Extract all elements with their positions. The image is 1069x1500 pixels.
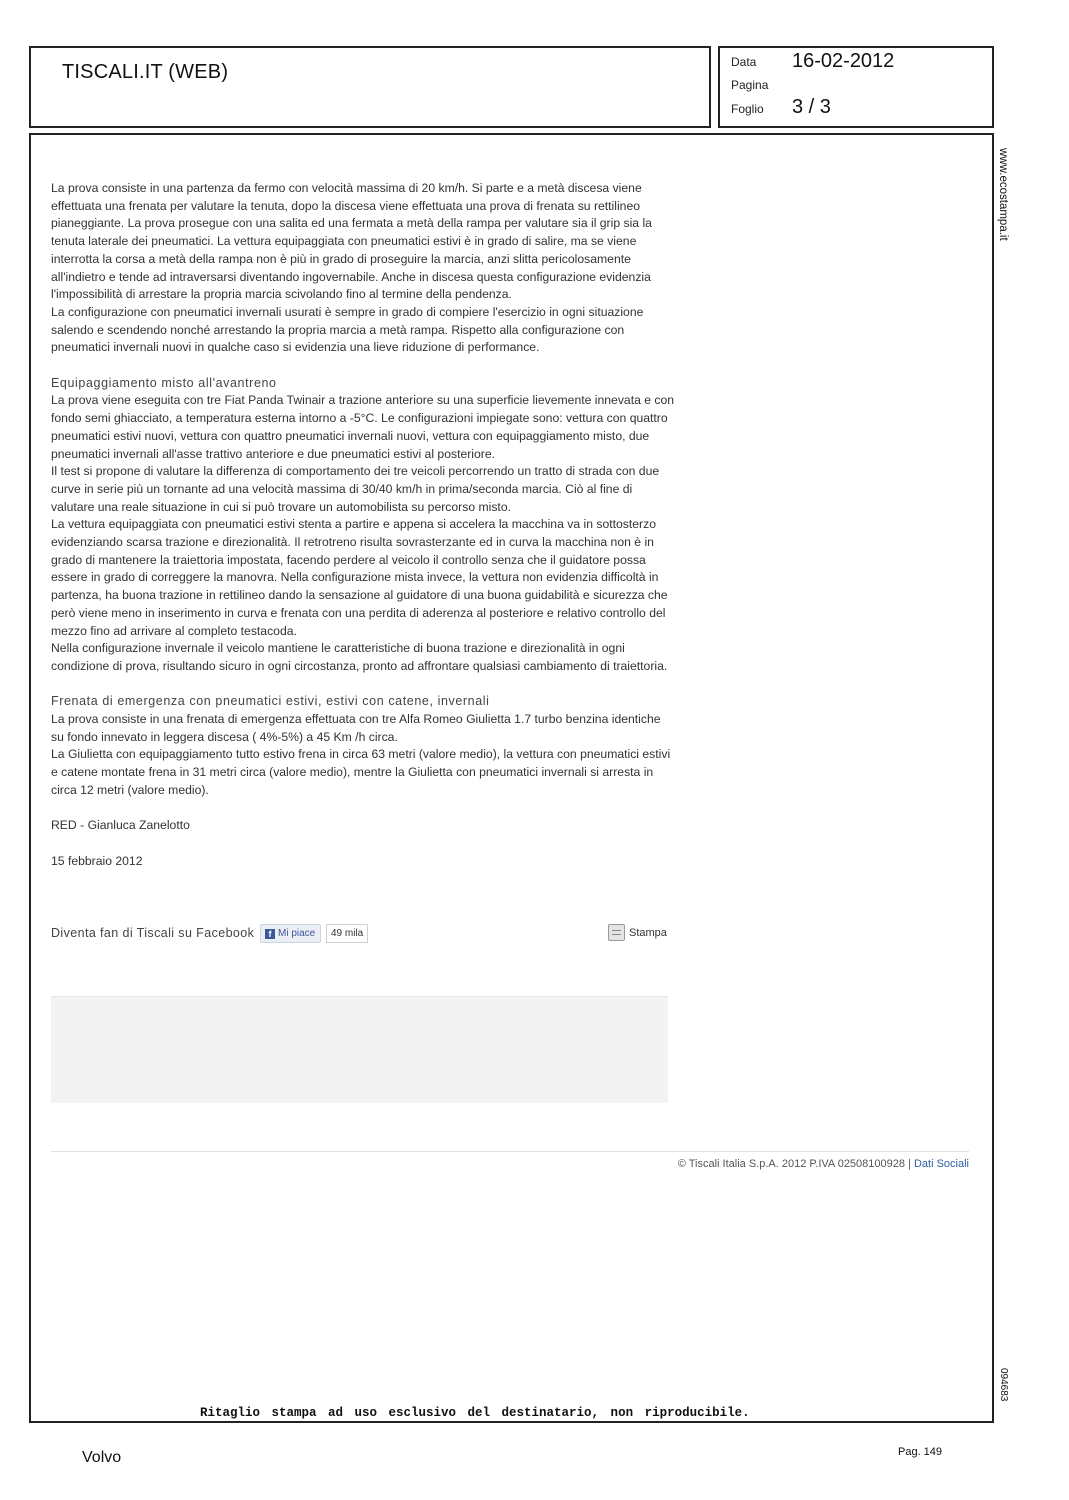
- article-paragraph: La prova consiste in una frenata di emergenza effettuata con tre Alfa Romeo Giulietta 1.7 turbo benzina identiche su fondo innevato in leggera discesa ( 4%-5%) a 45 Km /h circa.: [51, 712, 661, 744]
- header-source-box: [29, 46, 711, 128]
- facebook-fan-text: Diventa fan di Tiscali su Facebook: [51, 926, 255, 940]
- spacer: [51, 800, 676, 818]
- foglio-value: 3 / 3: [792, 96, 831, 118]
- pagina-label: Pagina: [731, 78, 769, 92]
- like-label: Mi piace: [278, 928, 316, 939]
- ad-placeholder: [51, 996, 668, 1103]
- section-heading: Frenata di emergenza con pneumatici estivi, estivi con catene, invernali: [51, 694, 490, 709]
- section-heading: Equipaggiamento misto all'avantreno: [51, 375, 277, 390]
- article-paragraph: Nella configurazione invernale il veicolo mantiene le caratteristiche di buona trazione e direzionalità in ogni condizione di prova, risultando sicuro in ogni circostanza, pronto ad affrontare qualsiasi cambiamento di traiettoria.: [51, 641, 668, 673]
- data-label: Data: [731, 55, 757, 69]
- side-url: [993, 148, 1013, 268]
- copyright-text: © Tiscali Italia S.p.A. 2012 P.IVA 02508100928 |: [677, 1158, 914, 1170]
- print-icon: [608, 924, 625, 941]
- header-meta-box: [718, 46, 994, 128]
- spacer: [51, 835, 676, 853]
- page-number: Pag. 149: [898, 1446, 943, 1458]
- article-body: [51, 180, 676, 870]
- article-paragraph: La prova viene eseguita con tre Fiat Panda Twinair a trazione anteriore su una superficie lievemente innevata e con fondo semi ghiacciato, a temperatura esterna intorno a -5°C. Le configurazioni impiegate sono: vettura con quattro pneumatici estivi nuovi, vettura con quattro pneumatici invernali nuovi, vettura con equipaggiamento misto, due pneumatici invernali all'asse trattivo anteriore e due pneumatici estivi al posteriore.: [51, 393, 675, 461]
- clipping-code: 094683: [998, 1368, 1009, 1402]
- article-paragraph: La vettura equipaggiata con pneumatici estivi stenta a partire e appena si accelera la macchina va in sottosterzo evidenziando scarsa trazione e direzionalità. Il retrotreno risulta sovrasterzante ed in curva la macchina non è in grado di mantenere la traiettoria impostata, facendo perdere al veicolo il controllo senza che il guidatore possa essere in grado di correggere la manovra. Nella configurazione mista invece, la vettura non evidenzia difficoltà in partenza, ha buona trazione in rettilineo dando la sensazione al guidatore di una buona guidabilità e sicurezza che però viene meno in inserimento in curva e frenata con una perdita di aderenza al posteriore e relativo controllo del mezzo fino ad arrivare al completo testacoda.: [51, 517, 668, 638]
- spacer: [51, 357, 676, 375]
- article-paragraph: La prova consiste in una partenza da fermo con velocità massima di 20 km/h. Si parte e a metà discesa viene effettuata una frenata per valutare la tenuta, dopo la discesa viene effettuata una prova di frenata su rettilineo pianeggiante. La prova prosegue con una salita ed una fermata a metà della rampa per valutare sia il grip sia la tenuta laterale dei pneumatici. La vettura equipaggiata con pneumatici estivi è in grado di salire, ma se viene interrotta la corsa a metà della rampa non è più in grado di proseguire la marcia, anzi slitta pericolosamente all'indietro e tende ad intraversarsi diventando ingovernabile. Anche in discesa questa configurazione evidenzia l'impossibilità di arrestare la propria marcia scivolando fino al termine della pendenza.: [51, 181, 652, 302]
- footer-divider: [51, 1151, 969, 1152]
- article-date: 15 febbraio 2012: [51, 853, 143, 868]
- data-value: 16-02-2012: [792, 50, 895, 72]
- facebook-like-button[interactable]: [260, 924, 321, 943]
- foglio-label: Foglio: [731, 102, 764, 116]
- dati-sociali-link[interactable]: Dati Sociali: [913, 1158, 969, 1170]
- spacer: [51, 676, 676, 694]
- source-name: TISCALI.IT (WEB): [62, 61, 229, 83]
- article-paragraph: La Giulietta con equipaggiamento tutto estivo frena in circa 63 metri (valore medio), la vettura con pneumatici estivi e catene montate frena in 31 metri circa (valore medio), mentre la Giulietta con pneumatici invernali si arresta in circa 12 metri (valore medio).: [51, 747, 671, 797]
- article-paragraph: Il test si propone di valutare la differenza di comportamento dei tre veicoli percorrendo un tratto di strada con due curve in serie più un tornante ad una velocità massima di 30/40 km/h in prima/seconda marcia. Ciò al fine di valutare una reale situazione in cui si può trovare un automobilista su percorso misto.: [51, 464, 660, 514]
- facebook-icon: f: [265, 929, 275, 939]
- side-code: [993, 1368, 1013, 1408]
- print-label: Stampa: [629, 927, 667, 939]
- social-row: [51, 924, 671, 946]
- article-author: RED - Gianluca Zanelotto: [51, 818, 190, 833]
- site-footer: [540, 1158, 969, 1170]
- frame-top-rule: [29, 133, 994, 135]
- ecostampa-url: www.ecostampa.it: [997, 148, 1009, 241]
- like-count: 49 mila: [326, 924, 368, 943]
- disclaimer: Ritaglio stampa ad uso esclusivo del destinatario, non riproducibile.: [200, 1406, 750, 1420]
- article-paragraph: La configurazione con pneumatici invernali usurati è sempre in grado di compiere l'esercizio in ogni situazione salendo e scendendo nonché arrestando la propria marcia a metà rampa. Rispetto alla configurazione con pneumatici invernali nuovi in qualche caso si evidenzia una lieve riduzione di performance.: [51, 304, 644, 355]
- client-name: Volvo: [82, 1449, 122, 1466]
